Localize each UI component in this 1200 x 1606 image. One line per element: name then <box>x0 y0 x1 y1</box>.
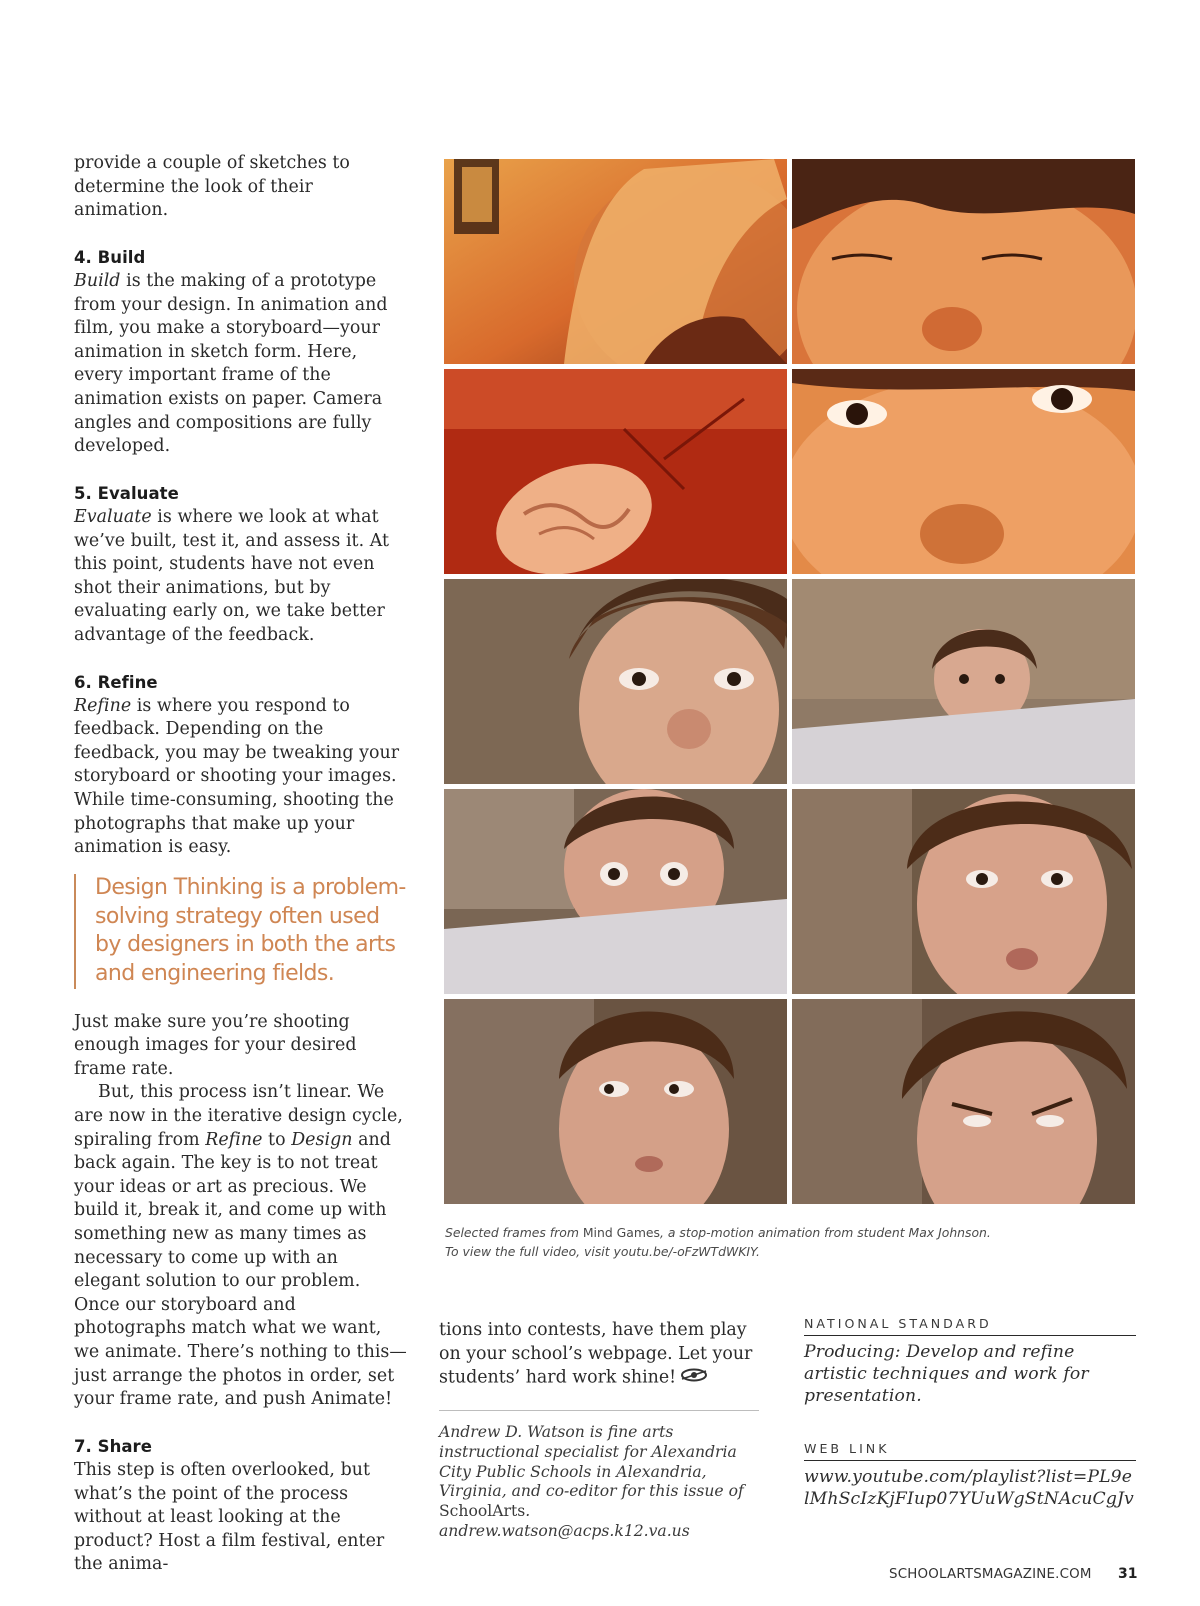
iterative-paragraph <box>74 1081 409 1411</box>
intro-text: provide a couple of sketches to determine the look of their animation. <box>74 153 350 221</box>
build-paragraph <box>74 270 409 459</box>
refine-term: Refine <box>74 695 132 716</box>
iterative-term-refine: Refine <box>205 1129 263 1150</box>
national-standard-box <box>804 1316 1136 1407</box>
web-link-url[interactable]: www.youtube.com/playlist?list=PL9elMhScIzKjFIup07YUuWgStNAcuCgJv <box>804 1467 1134 1509</box>
eye-end-mark-icon <box>680 1366 708 1390</box>
frame-peeking-over-paper <box>792 579 1135 784</box>
left-column <box>74 152 409 1577</box>
bio-magazine-name: SchoolArts <box>439 1502 526 1521</box>
evaluate-heading: 5. Evaluate <box>74 484 179 504</box>
iterative-text-3: and back again. The key is to not treat your ideas or art as precious. We build it, break it, and come up with something new as many times as necessary to come up with an elegant solution to our problem. Once our storyboard and photographs match what we want, we animate. There’s nothing to this—just arrange the photos in order, set your frame rate, and push Animate! <box>74 1129 407 1410</box>
build-heading: 4. Build <box>74 248 146 268</box>
frame-eyes-open-close <box>792 369 1135 574</box>
frame-eyes-closed <box>792 159 1135 364</box>
figure-caption <box>445 1223 1135 1261</box>
caption-video-link: To view the full video, visit youtu.be/-oFzWTdWKIY. <box>445 1244 760 1259</box>
build-term: Build <box>74 270 121 291</box>
evaluate-body: is where we look at what we’ve built, test it, and assess it. At this point, students have not even shot their animations, but by evaluating early on, we take better advantage of the feedback. <box>74 506 390 645</box>
caption-film-title: Mind Games <box>582 1225 660 1240</box>
author-bio <box>439 1410 759 1542</box>
frame-frown <box>792 999 1135 1204</box>
frame-rate-paragraph: Just make sure you’re shooting enough images for your desired frame rate. <box>74 1011 357 1079</box>
frame-pout <box>792 789 1135 994</box>
caption-text-2: , a stop-motion animation from student Max Johnson. <box>659 1225 991 1240</box>
share-heading: 7. Share <box>74 1437 152 1457</box>
caption-text-1: Selected frames from <box>445 1225 583 1240</box>
refine-paragraph <box>74 695 409 860</box>
national-standard-text: Producing: Develop and refine artistic techniques and work for presentation. <box>804 1342 1089 1406</box>
iterative-text-2: to <box>262 1129 292 1150</box>
iterative-text-1: But, this process isn’t linear. We are now in the iterative design cycle, spiraling from <box>74 1082 403 1150</box>
build-body: is the making of a prototype from your design. In animation and film, you make a storyboard—your animation in sketch form. Here, every important frame of the animation exists on paper. Camera angles and compositions are fully developed. <box>74 270 388 457</box>
refine-heading: 6. Refine <box>74 673 158 693</box>
pull-quote: Design Thinking is a problem-solving strategy often used by designers in both the arts and engineering fields. <box>74 874 409 989</box>
frame-face-closeup <box>444 579 787 784</box>
frame-paper-surprise <box>444 789 787 994</box>
web-link-label: WEB LINK <box>804 1441 1136 1461</box>
evaluate-term: Evaluate <box>74 506 152 527</box>
continuation-paragraph <box>439 1319 759 1390</box>
continuation-text: tions into contests, have them play on your school’s webpage. Let your students’ hard work shine! <box>439 1320 753 1388</box>
footer-website: SCHOOLARTSMAGAZINE.COM <box>889 1567 1092 1582</box>
frame-side-glance <box>444 999 787 1204</box>
author-email[interactable]: andrew.watson@acps.k12.va.us <box>439 1522 690 1541</box>
share-paragraph: This step is often overlooked, but what’s the point of the process without at least looking at the product? Host a film festival, enter the anima- <box>74 1459 385 1575</box>
frame-clay-brain <box>444 369 787 574</box>
national-standard-label: NATIONAL STANDARD <box>804 1316 1136 1336</box>
bio-period: . <box>525 1502 531 1521</box>
refine-body: is where you respond to feedback. Depending on the feedback, you may be tweaking your storyboard or shooting your images. While time-consuming, shooting the photographs that make up your animation is easy. <box>74 695 400 858</box>
right-column <box>804 1316 1136 1544</box>
frame-hand-on-face <box>444 159 787 364</box>
bio-text: Andrew D. Watson is fine arts instructional specialist for Alexandria City Public Schools in Alexandria, Virginia, and co-editor for this issue of <box>439 1423 744 1501</box>
page-number: 31 <box>1118 1566 1138 1582</box>
middle-column <box>439 1319 759 1542</box>
iterative-term-design: Design <box>291 1129 353 1150</box>
web-link-box <box>804 1441 1136 1510</box>
evaluate-paragraph <box>74 506 409 648</box>
